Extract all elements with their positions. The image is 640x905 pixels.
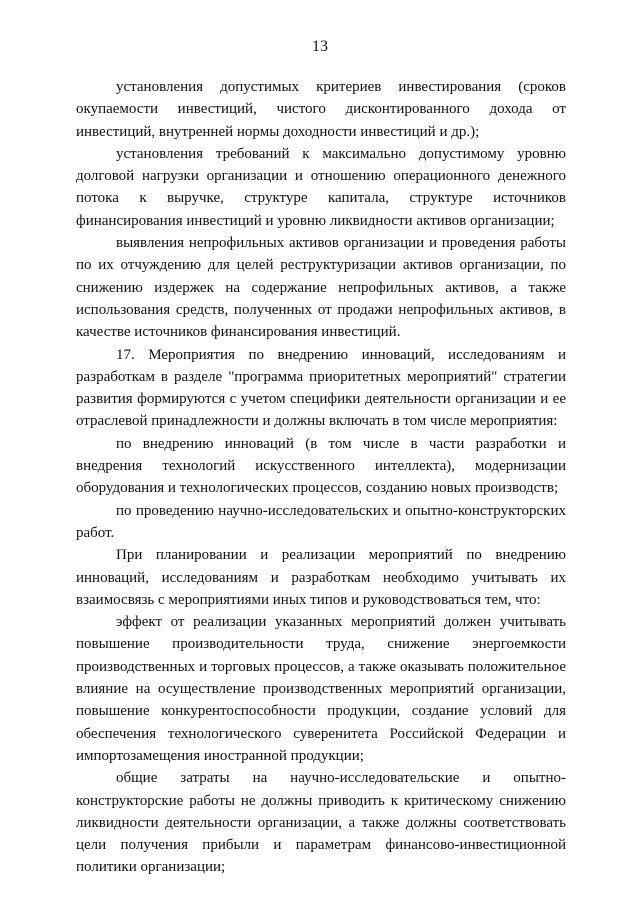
paragraph-non-core-assets: выявления непрофильных активов организации и проведения работы по их отчуждению для целей реструктуризации активов организации, по снижению издержек на содержание непрофильных активов, а также использования средств, полученных от продажи непрофильных активов, в качестве источников финансирования инвестиций. [76,235,566,341]
paragraph-total-rnd-costs: общие затраты на научно-исследовательские и опытно-конструкторские работы не должны приводить к критическому снижению ликвидности деятельности организации, а также должны соответствовать цели получения прибыли и параметрам финансово-инвестиционной политики организации; [76,770,566,876]
paragraph-research-development-works: по проведению научно-исследовательских и опытно-конструкторских работ. [76,502,566,541]
paragraph-investment-criteria: установления допустимых критериев инвестирования (сроков окупаемости инвестиций, чистого дисконтированного дохода от инвестиций, внутренней нормы доходности инвестиций и др.); [76,79,566,140]
document-body [76,76,566,879]
paragraph-debt-load-requirements: установления требований к максимально допустимому уровню долговой нагрузки организации и отношению операционного денежного потока к выручке, структуре капитала, структуре источников финансирования инвестиций и уровню ликвидности активов организации; [76,145,566,229]
paragraph-planning-interrelation: При планировании и реализации мероприятий по внедрению инноваций, исследованиям и разработкам необходимо учитывать их взаимосвязь с мероприятиями иных типов и руководствоваться тем, что: [76,547,566,608]
paragraph-innovation-implementation: по внедрению инноваций (в том числе в части разработки и внедрения технологий искусственного интеллекта), модернизации оборудования и технологических процессов, созданию новых производств; [76,435,566,497]
page-number: 13 [312,38,328,55]
paragraph-effect-of-measures: эффект от реализации указанных мероприятий должен учитывать повышение производительности труда, снижение энергоемкости производственных и торговых процессов, а также оказывать положительное влияние на осуществление производственных мероприятий организации, повышение конкурентоспособности продукции, создание условий для обеспечения технологического суверенитета Российской Федерации и импортозамещения иностранной продукции; [76,614,566,764]
paragraph-section-17-innovation-measures: 17. Мероприятия по внедрению инноваций, исследованиям и разработкам в разделе "программа приоритетных мероприятий" стратегии развития формируются с учетом специфики деятельности организации и ее отраслевой принадлежности и должны включать в том числе мероприятия: [76,346,566,430]
